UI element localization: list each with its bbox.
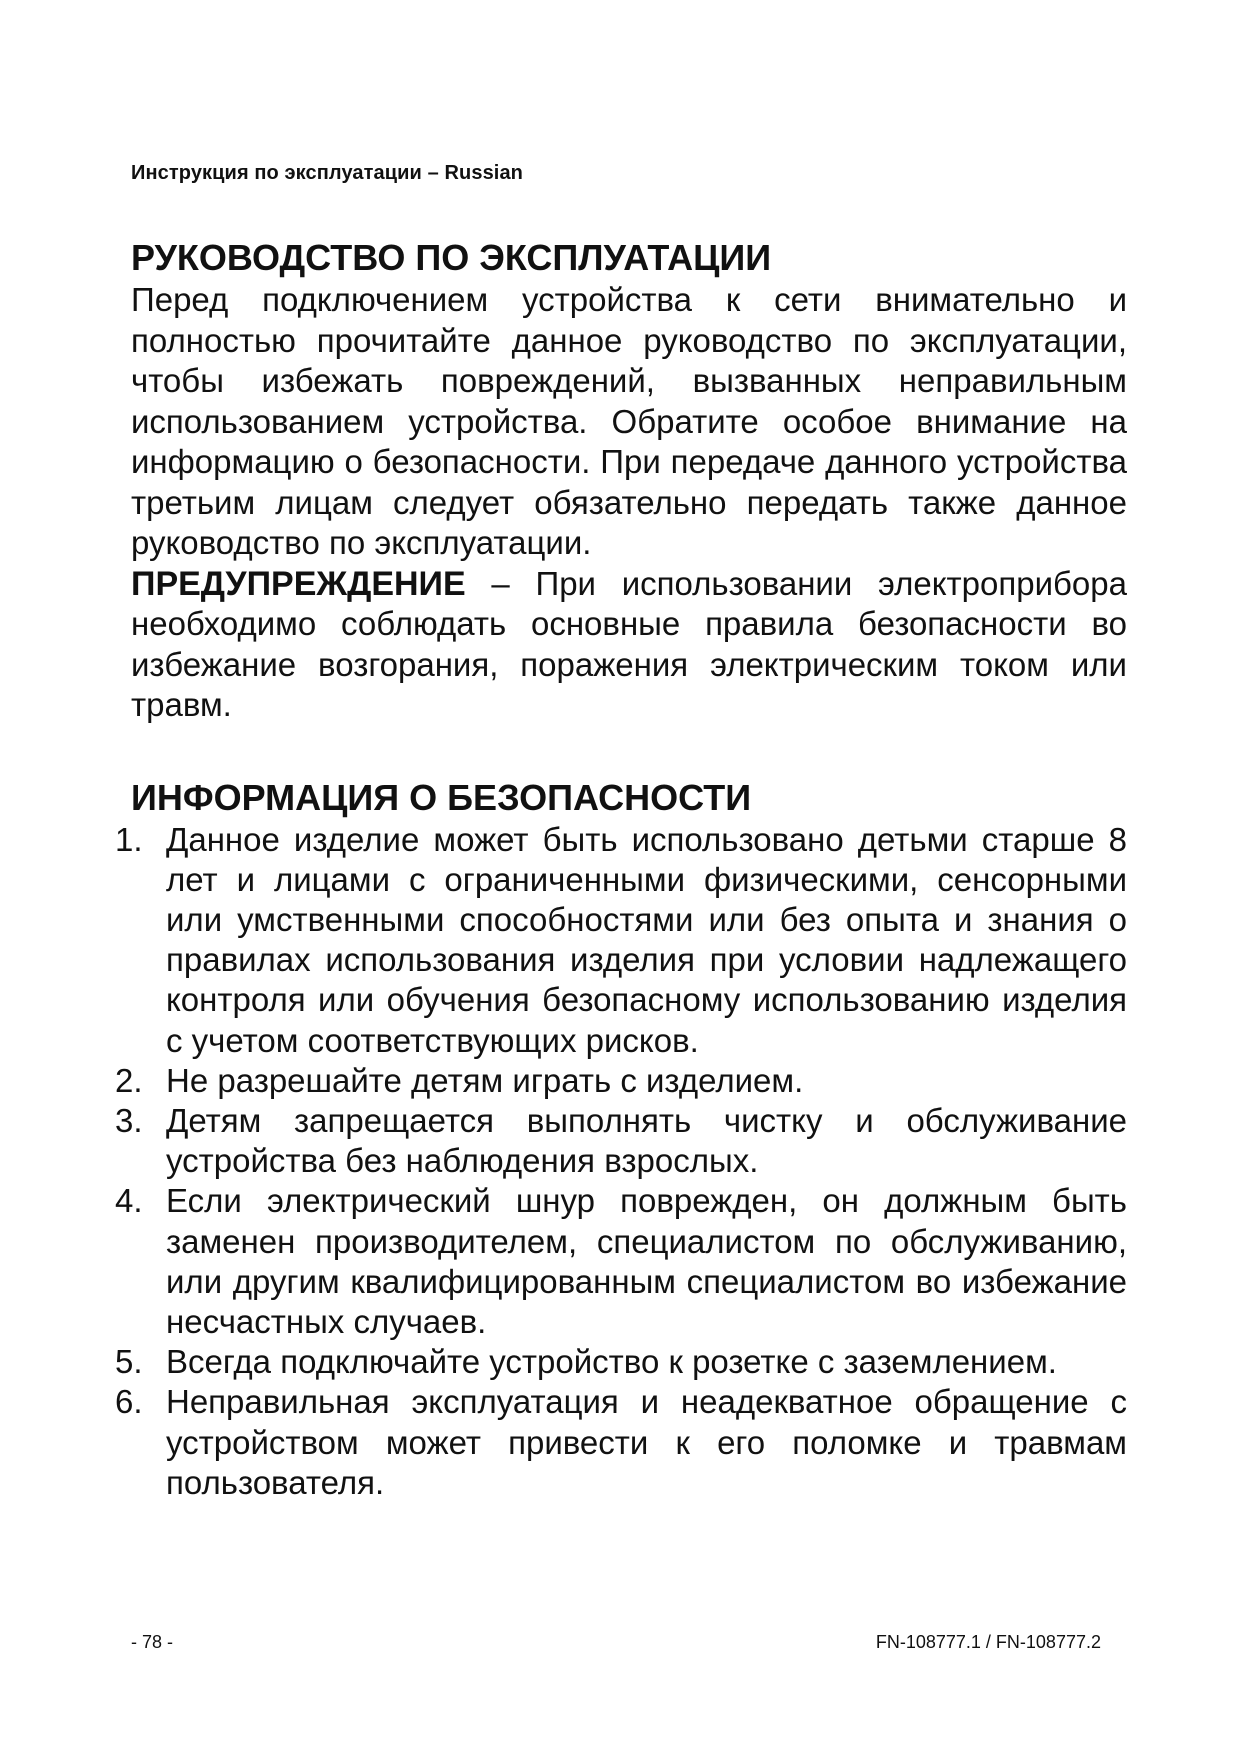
list-item-number: 6. bbox=[115, 1383, 143, 1421]
manual-title: РУКОВОДСТВО ПО ЭКСПЛУАТАЦИИ bbox=[131, 237, 772, 278]
page-content bbox=[115, 236, 1127, 1503]
list-item-number: 2. bbox=[115, 1061, 143, 1099]
list-item bbox=[115, 1101, 1127, 1181]
list-item-number: 4. bbox=[115, 1182, 143, 1220]
list-item-number: 5. bbox=[115, 1343, 143, 1381]
intro-paragraph: Перед подключением устройства к сети внимательно и полностью прочитайте данное руководство по эксплуатации, чтобы избежать повреждений, вызванных неправильным использованием устройства. Обратите особое внимание на информацию о безопасности. При передаче данного устройства третьим лицам следует обязательно передать также данное руководство по эксплуатации. bbox=[131, 281, 1127, 561]
list-item-text: Всегда подключайте устройство к розетке с заземлением. bbox=[166, 1343, 1057, 1381]
model-number: FN-108777.1 / FN-108777.2 bbox=[875, 1632, 1101, 1652]
list-item-text: Неправильная эксплуатация и неадекватное обращение с устройством может привести к его поломке и травмам пользователя. bbox=[166, 1383, 1127, 1501]
document-language-label: Инструкция по эксплуатации – Russian bbox=[131, 162, 523, 184]
safety-list bbox=[115, 820, 1127, 1503]
warning-text: – При использовании электроприбора необходимо соблюдать основные правила безопасности во избежание возгорания, поражения электрическим током или травм. bbox=[131, 564, 1127, 723]
list-item bbox=[115, 1061, 1127, 1101]
list-item bbox=[115, 820, 1127, 1061]
section-spacer bbox=[131, 726, 1127, 776]
list-item-text: Детям запрещается выполнять чистку и обслуживание устройства без наблюдения взрослых. bbox=[166, 1101, 1127, 1180]
safety-title: ИНФОРМАЦИЯ О БЕЗОПАСНОСТИ bbox=[131, 776, 752, 818]
list-item-number: 1. bbox=[115, 820, 143, 858]
list-item bbox=[115, 1181, 1127, 1342]
list-item-text: Данное изделие может быть использовано детьми старше 8 лет и лицами с ограниченными физическими, сенсорными или умственными способностями или без опыта и знания о правилах использования изделия при условии надлежащего контроля или обучения безопасному использованию изделия с учетом соответствующих рисков. bbox=[166, 820, 1127, 1059]
list-item-text: Не разрешайте детям играть с изделием. bbox=[166, 1061, 804, 1099]
warning-paragraph bbox=[131, 564, 1127, 726]
warning-label: ПРЕДУПРЕЖДЕНИЕ bbox=[131, 564, 466, 603]
page-number: - 78 - bbox=[131, 1632, 174, 1652]
list-item-number: 3. bbox=[115, 1101, 143, 1139]
list-item bbox=[115, 1342, 1127, 1382]
list-item bbox=[115, 1382, 1127, 1503]
list-item-text: Если электрический шнур поврежден, он должным быть заменен производителем, специалистом по обслуживанию, или другим квалифицированным специалистом во избежание несчастных случаев. bbox=[166, 1182, 1127, 1340]
